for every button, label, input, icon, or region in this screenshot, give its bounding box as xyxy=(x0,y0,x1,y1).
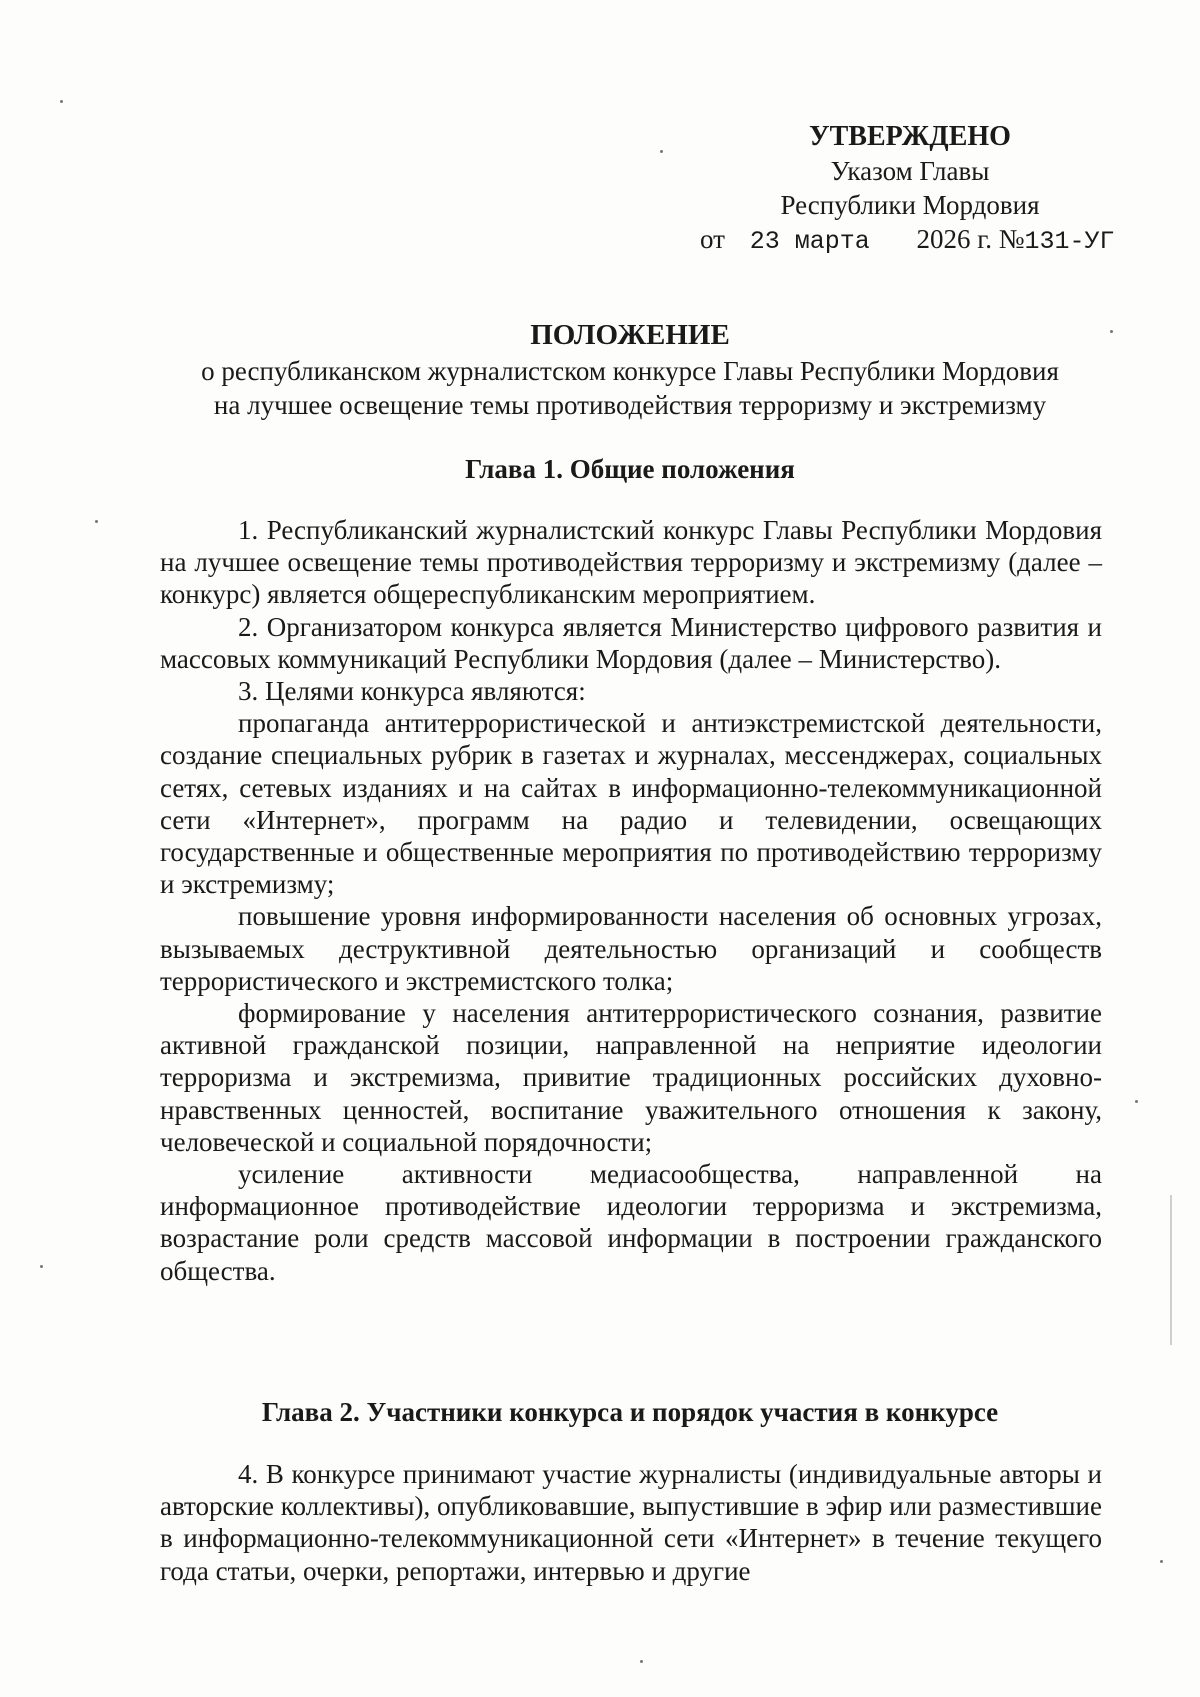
paragraph: 1. Республиканский журналистский конкурс Главы Республики Мордовия на лучшее освещение темы противодействия терроризму и экстремизму (далее – конкурс) является общереспубликанским мероприятием. xyxy=(160,515,1102,610)
decree-number: 131-УГ xyxy=(1024,227,1115,256)
approval-date-line xyxy=(690,222,1130,259)
scan-speck xyxy=(40,1265,43,1268)
approved-label: УТВЕРЖДЕНО xyxy=(809,121,1011,152)
paragraph: повышение уровня информированности населения об основных угрозах, вызываемых деструктивной деятельностью организаций и сообществ террористического и экстремистского толка; xyxy=(160,901,1102,996)
document-title: ПОЛОЖЕНИЕ xyxy=(530,319,730,351)
scan-speck xyxy=(640,1660,643,1663)
chapter-2-body xyxy=(160,1458,1102,1587)
chapter-2-heading: Глава 2. Участники конкурса и порядок участия в конкурсе xyxy=(261,1397,999,1427)
scan-speck xyxy=(1135,1100,1138,1103)
chapter-1-body xyxy=(160,514,1102,1287)
scan-speck xyxy=(95,520,98,523)
document-subtitle-line-2: на лучшее освещение темы противодействия терроризму и экстремизму xyxy=(213,390,1047,420)
scan-speck xyxy=(60,100,63,103)
paragraph: 3. Целями конкурса являются: xyxy=(238,676,586,707)
paragraph: формирование у населения антитеррористического сознания, развитие активной гражданской позиции, направленной на неприятие идеологии терроризма и экстремизма, привитие традиционных российских духовно-нравственных ценностей, воспитание уважительного отношения к закону, человеческой и социальной порядочности; xyxy=(160,998,1102,1157)
approval-line-republic: Республики Мордовия xyxy=(780,190,1040,220)
paragraph: усиление активности медиасообщества, направленной на информационное противодействие идеологии терроризма и экстремизма, возрастание роли средств массовой информации в построении гражданского общества. xyxy=(160,1159,1102,1286)
scan-speck xyxy=(1160,1560,1163,1563)
scan-artifact-line xyxy=(1170,1195,1172,1345)
approval-stamp-block xyxy=(690,120,1130,259)
chapter-1-heading: Глава 1. Общие положения xyxy=(465,454,795,484)
scan-speck xyxy=(1110,330,1113,333)
date-day-month: 23 марта xyxy=(749,227,870,256)
document-subtitle-line-1: о республиканском журналистском конкурсе Главы Республики Мордовия xyxy=(201,356,1059,386)
approval-line-decree: Указом Главы xyxy=(830,156,990,186)
paragraph: 4. В конкурсе принимают участие журналисты (индивидуальные авторы и авторские коллективы), опубликовавшие, выпустившие в эфир или разместившие в информационно-телекоммуникационной сети «Интернет» в течение текущего года статьи, очерки, репортажи, интервью и другие xyxy=(160,1459,1102,1586)
paragraph: пропаганда антитеррористической и антиэкстремистской деятельности, создание специальных рубрик в газетах и журналах, мессенджерах, социальных сетях, сетевых изданиях и на сайтах в информационно-телекоммуникационной сети «Интернет», программ на радио и телевидении, освещающих государственные и общественные мероприятия по противодействию терроризму и экстремизму; xyxy=(160,708,1102,900)
paragraph: 2. Организатором конкурса является Министерство цифрового развития и массовых коммуникаций Республики Мордовия (далее – Министерство). xyxy=(160,611,1102,674)
document-title-block xyxy=(150,318,1110,422)
date-prefix: от xyxy=(700,224,725,254)
scan-speck xyxy=(660,150,663,153)
date-year: 2026 г. № xyxy=(916,224,1025,254)
